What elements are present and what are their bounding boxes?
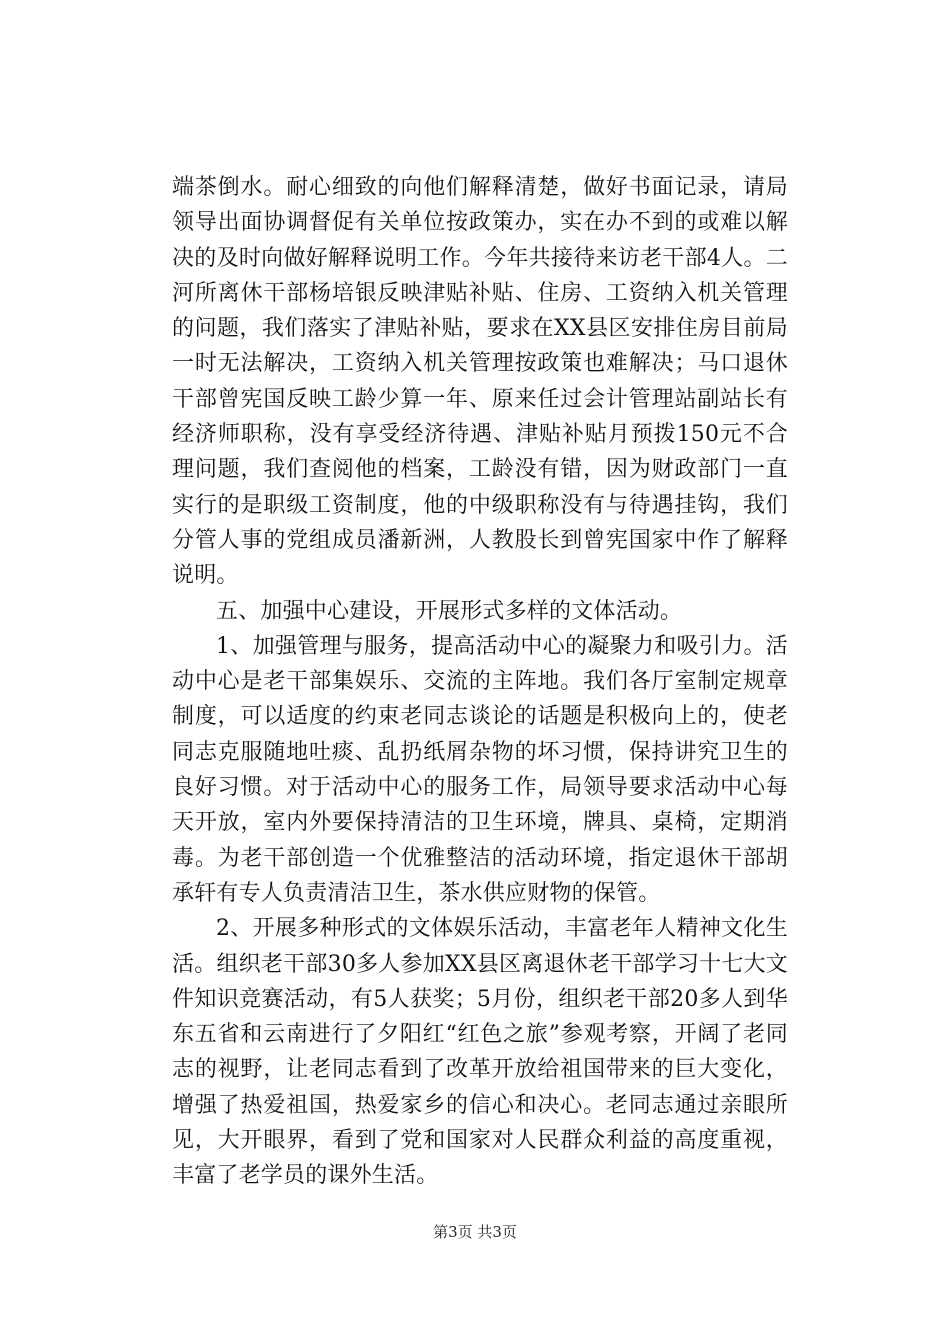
paragraph-continuation: 端茶倒水。耐心细致的向他们解释清楚，做好书面记录，请局领导出面协调督促有关单位按政策办，实在办不到的或难以解决的及时向做好解释说明工作。今年共接待来访老干部4人。二河所离休干部杨培银反映津贴补贴、住房、工资纳入机关管理的问题，我们落实了津贴补贴，要求在XX县区安排住房目前局一时无法解决，工资纳入机关管理按政策也难解决；马口退休干部曾宪国反映工龄少算一年、原来任过会计管理站副站长有经济师职称，没有享受经济待遇、津贴补贴月预拨150元不合理问题，我们查阅他的档案，工龄没有错，因为财政部门一直实行的是职级工资制度，他的中级职称没有与待遇挂钩，我们分管人事的党组成员潘新洲，人教股长到曾宪国家中作了解释说明。 bbox=[172, 175, 788, 589]
paragraph-activity-center: 1、加强管理与服务，提高活动中心的凝聚力和吸引力。活动中心是老干部集娱乐、交流的主阵地。我们各厅室制定规章制度，可以适度的约束老同志谈论的话题是积极向上的，使老同志克服随地吐痰、乱扔纸屑杂物的坏习惯，保持讲究卫生的良好习惯。对于活动中心的服务工作，局领导要求活动中心每天开放，室内外要保持清洁的卫生环境，牌具、桌椅，定期消毒。为老干部创造一个优雅整洁的活动环境，指定退休干部胡承轩有专人负责清洁卫生，茶水供应财物的保管。 bbox=[172, 633, 788, 906]
section-heading: 五、加强中心建设，开展形式多样的文体活动。 bbox=[216, 598, 683, 624]
page-number-footer: 第3页 共3页 bbox=[433, 1223, 517, 1241]
document-body bbox=[172, 170, 788, 1194]
paragraph-cultural-activities: 2、开展多种形式的文体娱乐活动，丰富老年人精神文化生活。组织老干部30多人参加XX县区离退休老干部学习十七大文件知识竞赛活动，有5人获奖；5月份，组织老干部20多人到华东五省和云南进行了夕阳红“红色之旅”参观考察，开阔了老同志的视野，让老同志看到了改革开放给祖国带来的巨大变化，增强了热爱祖国，热爱家乡的信心和决心。老同志通过亲眼所见，大开眼界，看到了党和国家对人民群众利益的高度重视，丰富了老学员的课外生活。 bbox=[172, 916, 788, 1189]
